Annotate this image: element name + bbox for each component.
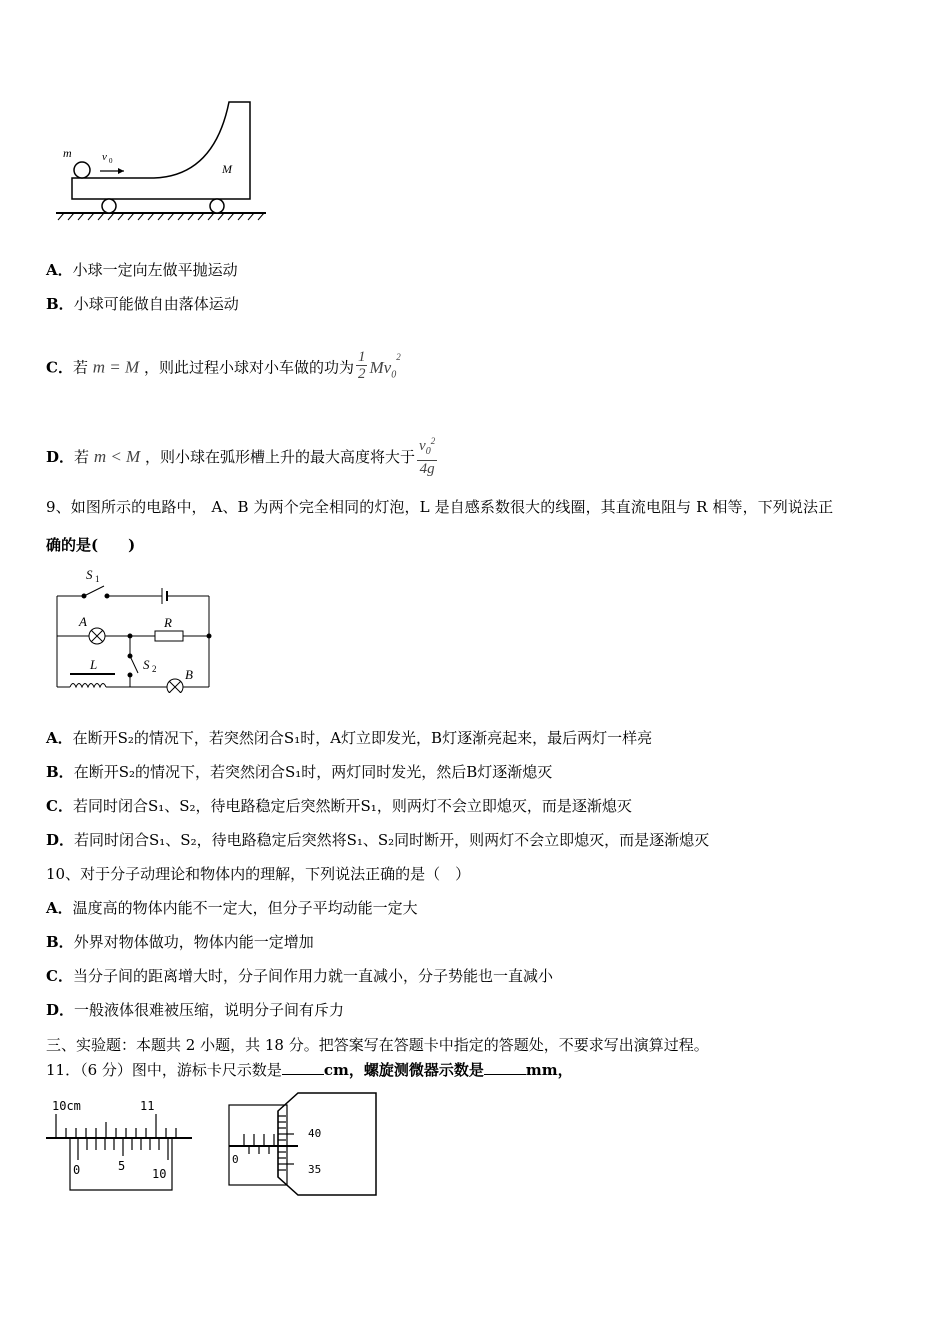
option-mid: ，则此过程小球对小车做的功为 [143,358,354,377]
option-letter: B． [46,295,74,313]
q11-stem [46,1060,573,1080]
q9-stem-line1: 9、如图所示的电路中， A、B 为两个完全相同的灯泡，L 是自感系数很大的线圈，其直流电阻与 R 相等，下列说法正 [46,498,834,516]
q10-stem: 10、对于分子动理论和物体内的理解，下列说法正确的是（ ） [46,865,471,883]
caliper-label-11: 11 [140,1099,155,1113]
q8-option-b [46,294,239,314]
label-l: L [90,657,98,672]
q10-option-a [46,898,418,918]
fraction [356,349,368,382]
label-s2-sub: 2 [152,664,157,674]
label-v0: v [102,151,107,163]
fraction [417,433,437,477]
fraction-denominator: 2 [357,366,366,382]
option-text: 外界对物体做功，物体内能一定增加 [73,933,314,951]
vernier-caliper-figure [44,1094,194,1194]
option-letter: A． [46,729,73,747]
micrometer-figure [226,1091,381,1199]
q8-option-d [46,436,439,480]
option-letter: A． [46,899,73,917]
option-text: 在断开S₂的情况下，若突然闭合S₁时，两灯同时发光，然后B灯逐渐熄灭 [73,763,553,781]
option-letter: C． [46,358,73,377]
label-v0-sub: 0 [109,157,113,165]
label-b: B [185,667,193,682]
option-text: 在断开S₂的情况下，若突然闭合S₁时，A灯立即发光，B灯逐渐亮起来，最后两灯一样亮 [72,729,653,747]
option-letter: A． [46,261,73,279]
vernier-label-10: 10 [152,1167,167,1181]
wheel-left [102,199,116,213]
answer-blank-micrometer[interactable] [484,1060,526,1075]
q9-option-a [46,728,652,748]
label-s1-sub: 1 [95,574,100,584]
condition-math: m = M [92,357,140,377]
vernier-label-5: 5 [118,1159,126,1173]
condition-math: m < M [93,447,141,466]
q9-stem-line2: 确的是( ) [46,536,136,554]
option-text: 若同时闭合S₁、S₂，待电路稳定后突然将S₁、S₂同时断开，则两灯不会立即熄灭，而是逐渐熄灭 [74,831,710,849]
expression: $Mv_0^2$ [369,351,401,380]
caliper-label-10cm: 10cm [52,1099,81,1113]
section3-heading: 三、实验题：本题共 2 小题，共 18 分。把答案写在答题卡中指定的答题处，不要求写出演算过程。 [46,1036,709,1054]
ball [74,162,90,178]
option-letter: D． [46,1001,75,1019]
q11-unit1: cm，螺旋测微器示数是 [323,1061,484,1079]
option-text: 小球可能做自由落体运动 [73,295,239,313]
q10-option-d [46,1000,344,1020]
circuit-figure [52,563,217,693]
option-text: 一般液体很难被压缩，说明分子间有斥力 [74,1001,345,1019]
option-letter: D． [46,831,75,849]
cart-track-figure [54,98,269,223]
q10-option-b [46,932,314,952]
micrometer-label-35: 35 [308,1163,322,1176]
fraction-numerator: $v_0^2$ [419,436,436,457]
micrometer-label-0: 0 [232,1153,239,1166]
label-M: M [222,162,232,176]
label-a: A [79,614,87,629]
option-mid: ，则小球在弧形槽上升的最大高度将大于 [145,448,416,466]
q8-option-c [46,349,401,385]
q10-option-c [46,966,553,986]
vernier-label-0: 0 [73,1163,81,1177]
q9-option-d [46,830,709,850]
option-letter: B． [46,763,74,781]
option-text: 当分子间的距离增大时，分子间作用力就一直减小，分子势能也一直减小 [72,967,553,985]
q9-option-c [46,796,632,816]
option-text: 小球一定向左做平抛运动 [72,261,238,279]
wheel-right [210,199,224,213]
option-pre: 若 [74,448,90,466]
q8-option-a [46,260,238,280]
q11-unit2: mm， [525,1061,573,1079]
option-letter: C． [46,967,73,985]
q9-option-b [46,762,552,782]
label-s1: S [86,567,93,582]
label-s2: S [143,657,150,672]
option-text: 温度高的物体内能不一定大，但分子平均动能一定大 [72,899,418,917]
option-letter: B． [46,933,74,951]
q11-part1: 11．（6 分）图中，游标卡尺示数是 [46,1061,282,1079]
option-text: 若同时闭合S₁、S₂，待电路稳定后突然断开S₁，则两灯不会立即熄灭，而是逐渐熄灭 [72,797,632,815]
fraction-denominator: 4g [417,460,437,477]
answer-blank-caliper[interactable] [282,1060,324,1075]
micrometer-label-40: 40 [308,1127,322,1140]
label-m: m [63,146,72,160]
label-r: R [164,615,172,630]
option-pre: 若 [72,358,88,377]
option-letter: D． [46,448,75,466]
fraction-numerator: 1 [357,349,366,365]
option-letter: C． [46,797,73,815]
